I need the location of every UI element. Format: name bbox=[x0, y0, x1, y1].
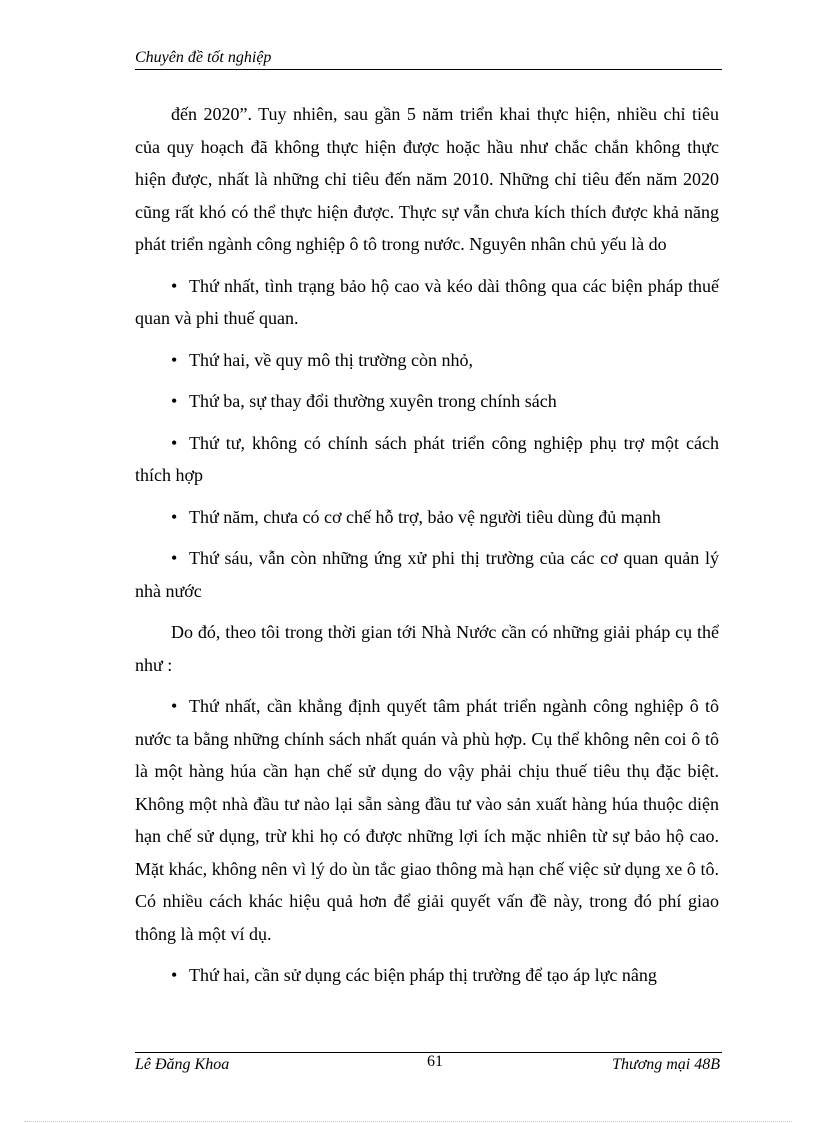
list-item: • Thứ ba, sự thay đổi thường xuyên trong chính sách bbox=[135, 385, 719, 418]
footer-class: Thương mại 48B bbox=[612, 1056, 720, 1073]
bullet-icon: • bbox=[171, 432, 178, 453]
page-number: 61 bbox=[427, 1053, 443, 1070]
list-item: • Thứ năm, chưa có cơ chế hỗ trợ, bảo vệ người tiêu dùng đủ mạnh bbox=[135, 501, 719, 534]
list-item: • Thứ hai, về quy mô thị trường còn nhỏ, bbox=[135, 344, 719, 377]
header-divider bbox=[135, 69, 722, 70]
bullet-icon: • bbox=[171, 548, 178, 568]
bullet-icon: • bbox=[171, 391, 178, 411]
page-bottom-border bbox=[24, 1121, 792, 1122]
bullet-icon: • bbox=[171, 696, 178, 716]
bullet-icon: • bbox=[171, 506, 178, 527]
list-item: • Thứ hai, cần sử dụng các biện pháp thị trường để tạo áp lực nâng bbox=[135, 959, 719, 992]
bullet-icon: • bbox=[171, 349, 178, 370]
page-header-title: Chuyên đề tốt nghiệp bbox=[135, 49, 272, 66]
footer-author: Lê Đăng Khoa bbox=[135, 1056, 230, 1073]
list-item: • Thứ tư, không có chính sách phát triển công nghiệp phụ trợ một cách thích hợp bbox=[135, 427, 719, 492]
list-item: • Thứ sáu, vẫn còn những ứng xử phi thị trường của các cơ quan quản lý nhà nước bbox=[135, 542, 719, 607]
document-body bbox=[135, 98, 719, 1001]
list-item: • Thứ nhất, tình trạng bảo hộ cao và kéo dài thông qua các biện pháp thuế quan và phi thuế quan. bbox=[135, 270, 719, 335]
paragraph-intro: đến 2020”. Tuy nhiên, sau gần 5 năm triển khai thực hiện, nhiều chỉ tiêu của quy hoạch đã không thực hiện được hoặc hầu như chắc chắn không thực hiện được, nhất là những chỉ tiêu đến năm 2010. Những chỉ tiêu đến năm 2020 cũng rất khó có thể thực hiện được. Thực sự vẫn chưa kích thích được khả năng phát triển ngành công nghiệp ô tô trong nước. Nguyên nhân chủ yếu là do bbox=[135, 104, 719, 254]
list-item: • Thứ nhất, cần khẳng định quyết tâm phát triển ngành công nghiệp ô tô nước ta bằng những chính sách nhất quán và phù hợp. Cụ thể không nên coi ô tô là một hàng húa cần hạn chế sử dụng do vậy phải chịu thuế tiêu thụ đặc biệt. Không một nhà đầu tư nào lại sẵn sàng đầu tư vào sản xuất hàng húa thuộc diện hạn chế sử dụng, trừ khi họ có được những lợi ích mặc nhiên từ sự bảo hộ cao. Mặt khác, không nên vì lý do ùn tắc giao thông mà hạn chế việc sử dụng xe ô tô. Có nhiều cách khác hiệu quả hơn để giải quyết vấn đề này, trong đó phí giao thông là một ví dụ. bbox=[135, 690, 719, 950]
bullet-icon: • bbox=[171, 275, 178, 296]
paragraph-solutions-intro: Do đó, theo tôi trong thời gian tới Nhà Nước cần có những giải pháp cụ thể như : bbox=[135, 622, 719, 675]
bullet-icon: • bbox=[171, 965, 178, 985]
